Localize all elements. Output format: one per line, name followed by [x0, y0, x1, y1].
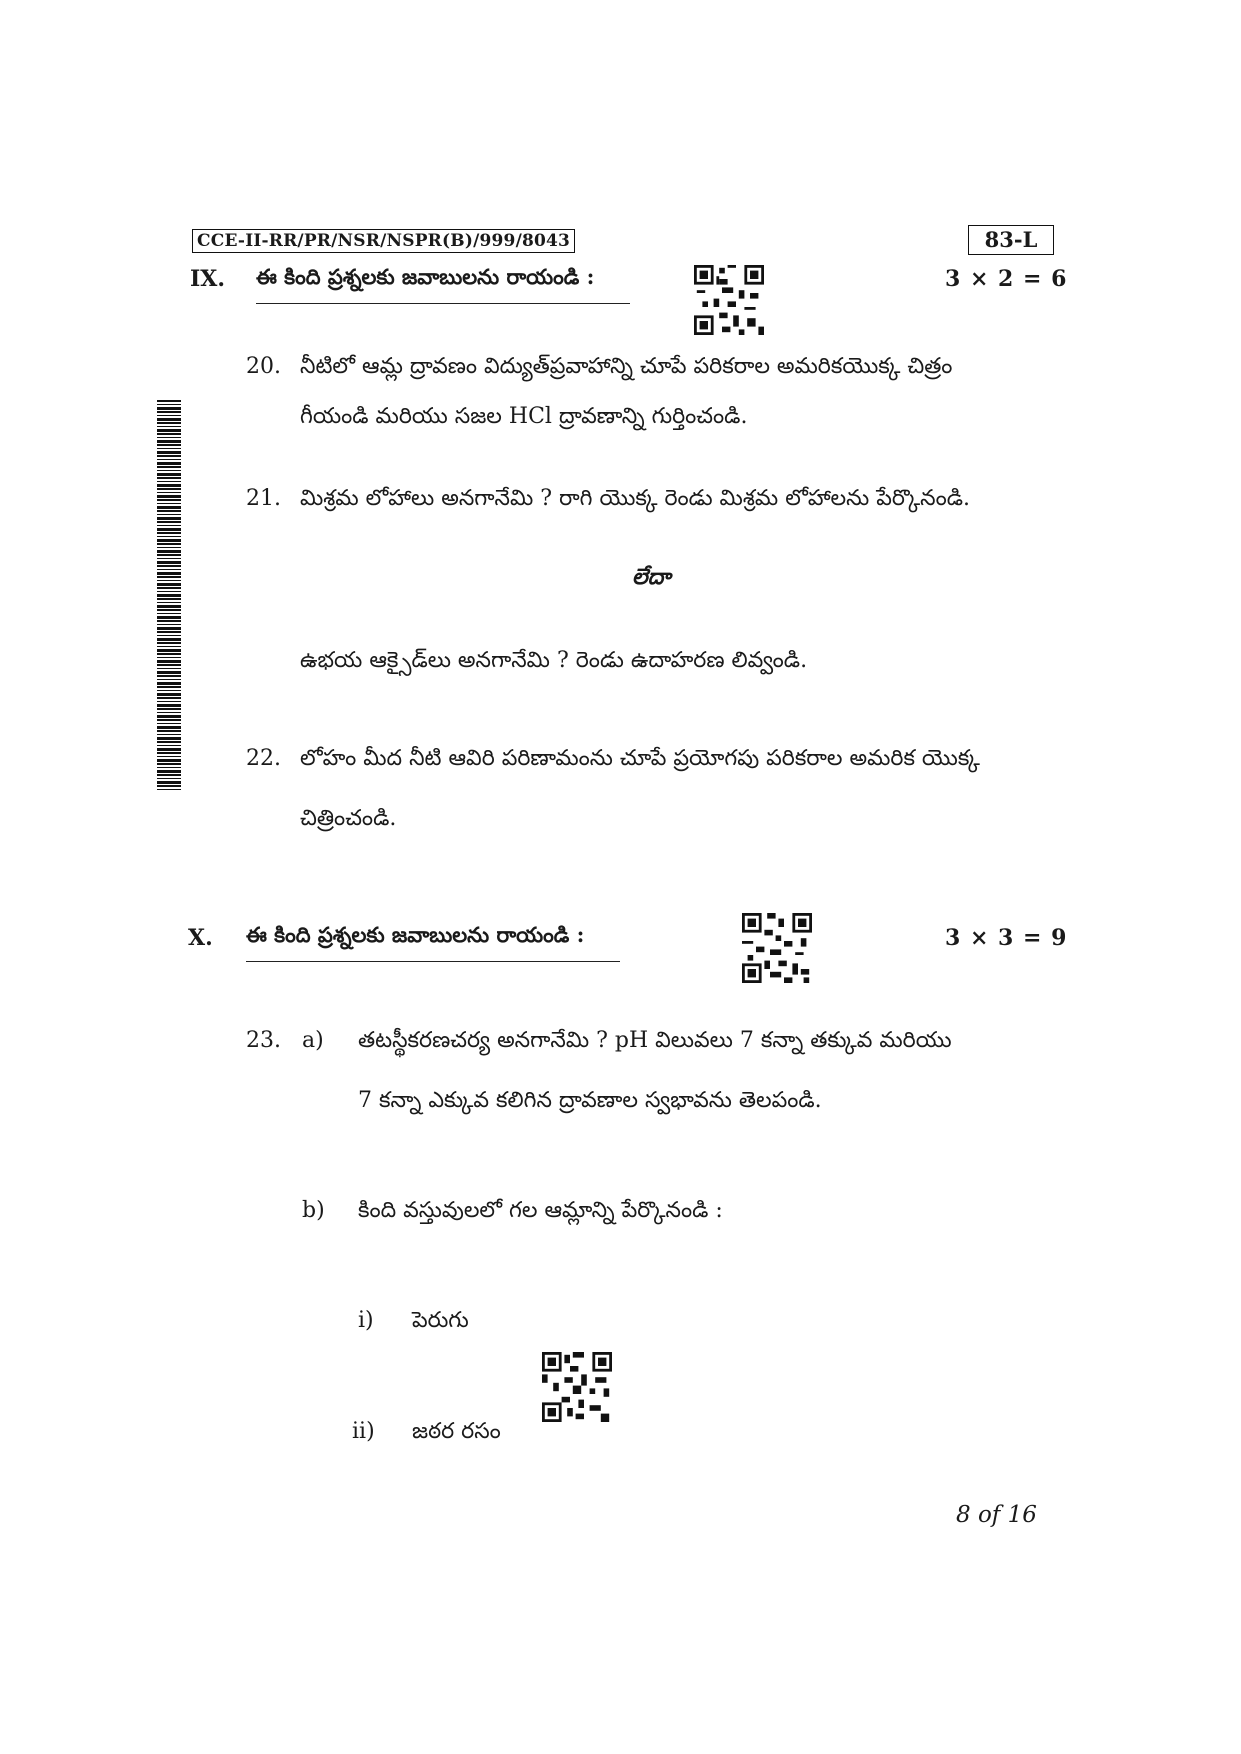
question-23b-text: కింది వస్తువులలో గల ఆమ్లాన్ని పేర్కొనండి : — [358, 1198, 723, 1223]
question-22-text-cont: చిత్రించండి. — [300, 806, 397, 831]
section-ix-numeral: IX. — [190, 266, 226, 292]
question-20-text: నీటిలో ఆమ్ల ద్రావణం విద్యుత్‌ప్రవాహాన్ని చూపే పరికరాల అమరికయొక్క చిత్రం — [300, 354, 953, 379]
list-item-label: ii) — [352, 1419, 375, 1444]
page-number: 8 of 16 — [956, 1502, 1037, 1528]
question-number: 21. — [246, 486, 281, 511]
question-23a-text: తటస్థీకరణచర్య అనగానేమి ? pH విలువలు 7 కన్నా తక్కువ మరియు — [358, 1028, 952, 1053]
list-item-label: i) — [358, 1308, 374, 1333]
question-21-alt-text: ఉభయ ఆక్సైడ్‌లు అనగానేమి ? రెండు ఉదాహరణ లివ్వండి. — [300, 648, 808, 673]
qr-code-icon — [542, 1352, 612, 1422]
sub-question-label: a) — [302, 1028, 324, 1053]
sub-question-label: b) — [302, 1198, 325, 1223]
question-23a-text-cont: 7 కన్నా ఎక్కువ కలిగిన ద్రావణాల స్వభావను తెలపండి. — [358, 1088, 822, 1113]
question-number: 23. — [246, 1028, 281, 1053]
question-22-text: లోహం మీద నీటి ఆవిరి పరిణామంను చూపే ప్రయోగపు పరికరాల అమరిక యొక్క — [300, 746, 980, 771]
paper-code-box: 83-L — [968, 225, 1054, 255]
section-ix-marks: 3 × 2 = 6 — [945, 266, 1068, 292]
qr-code-icon — [742, 913, 812, 983]
question-paper-code: CCE-II-RR/PR/NSR/NSPR(B)/999/8043 — [192, 229, 575, 253]
section-x-numeral: X. — [188, 925, 213, 951]
or-label: లేదా — [632, 564, 671, 590]
section-ix-title: ఈ కింది ప్రశ్నలకు జవాబులను రాయండి : — [256, 264, 630, 304]
section-x-marks: 3 × 3 = 9 — [945, 925, 1068, 951]
qr-code-icon — [694, 265, 764, 335]
question-number: 20. — [246, 354, 281, 379]
question-20-text-cont: గీయండి మరియు సజల HCl ద్రావణాన్ని గుర్తించండి. — [300, 404, 748, 429]
list-item: జఠర రసం — [412, 1419, 501, 1444]
margin-barcode — [157, 400, 181, 792]
section-x-title: ఈ కింది ప్రశ్నలకు జవాబులను రాయండి : — [246, 922, 620, 962]
question-number: 22. — [246, 746, 281, 771]
list-item: పెరుగు — [412, 1308, 469, 1333]
question-21-text: మిశ్రమ లోహాలు అనగానేమి ? రాగి యొక్క రెండు మిశ్రమ లోహాలను పేర్కొనండి. — [300, 486, 971, 511]
